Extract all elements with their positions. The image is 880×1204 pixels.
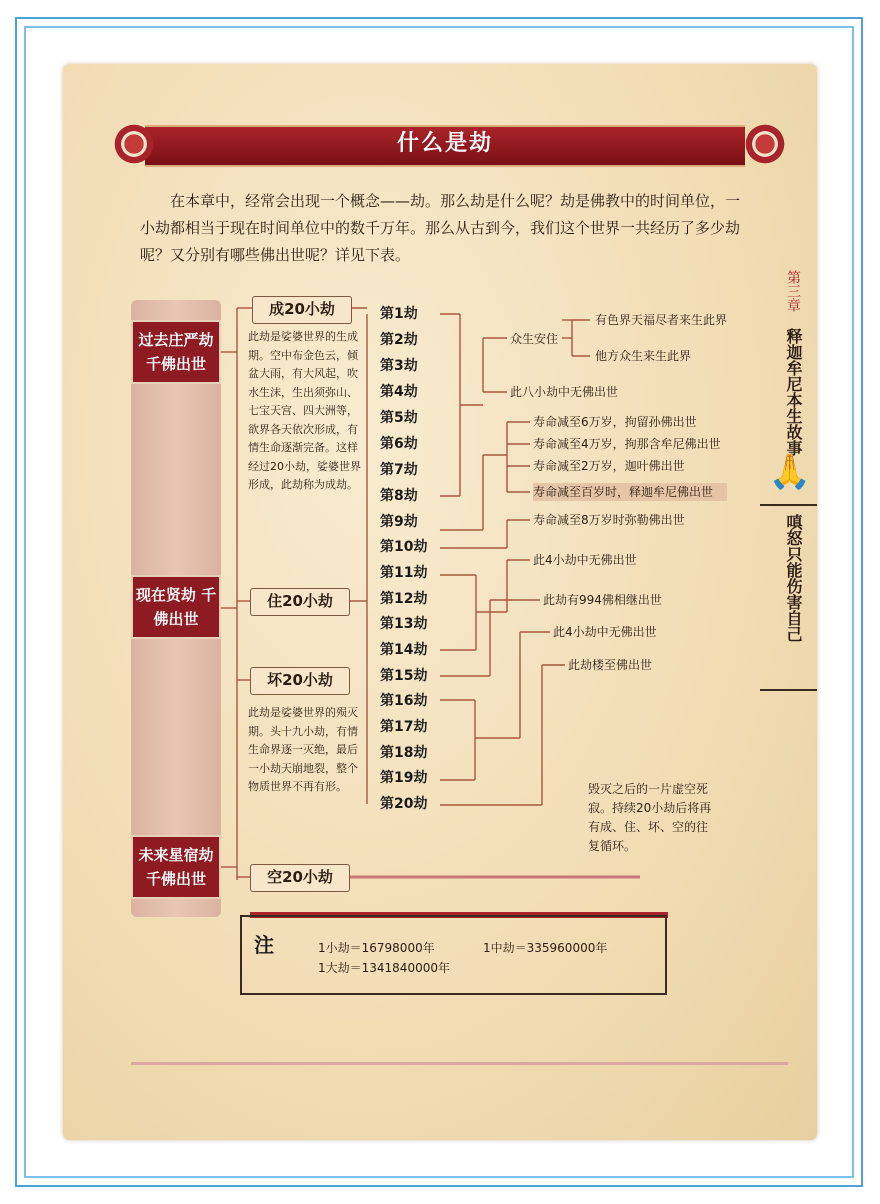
destruction-description: 此劫是娑婆世界的殒灭期。头十九小劫，有情生命界逐一灭绝，最后一小劫天崩地裂，整个物质世界不再有形。 bbox=[248, 706, 358, 793]
era-past-label: 过去庄严劫 千佛出世 bbox=[138, 331, 214, 373]
era-future-label: 未来星宿劫 千佛出世 bbox=[138, 846, 214, 888]
note-11: 此4小劫中无佛出世 bbox=[553, 625, 657, 639]
bottom-rule bbox=[131, 1062, 788, 1065]
kalpa-item: 第10劫 bbox=[380, 539, 428, 555]
kalpa-item: 第14劫 bbox=[380, 642, 428, 658]
stage-abiding: 住20小劫 bbox=[250, 588, 350, 616]
kalpa-item: 第19劫 bbox=[380, 770, 428, 786]
stage-formation: 成20小劫 bbox=[252, 296, 352, 324]
note-4: 寿命减至6万岁，拘留孙佛出世 bbox=[533, 415, 697, 429]
kalpa-item: 第7劫 bbox=[380, 462, 418, 478]
kalpa-item: 第20劫 bbox=[380, 796, 428, 812]
kalpa-item: 第18劫 bbox=[380, 745, 428, 761]
note-7: 寿命减至百岁时，释迦牟尼佛出世 bbox=[533, 483, 727, 501]
kalpa-item: 第13劫 bbox=[380, 616, 428, 632]
void-description: 毁灭之后的一片虚空死寂。持续20小劫后将再有成、住、坏、空的往复循环。 bbox=[588, 782, 712, 853]
stage-void: 空20小劫 bbox=[250, 864, 350, 892]
footnote-great-kalpa: 1大劫＝1341840000年 bbox=[318, 961, 450, 975]
kalpa-item: 第6劫 bbox=[380, 436, 418, 452]
kalpa-item: 第11劫 bbox=[380, 565, 428, 581]
kalpa-item: 第2劫 bbox=[380, 332, 418, 348]
note-2: 他方众生来生此界 bbox=[595, 349, 692, 363]
formation-description: 此劫是娑婆世界的生成期。空中布金色云，倾盆大雨，有大风起，吹水生沫，生出须弥山、七宝天宫、四大洲等，欲界各天依次形成，有情生命逐渐完备。这样经过20小劫，娑婆世界形成，此劫称为成劫。 bbox=[248, 330, 361, 491]
note-8: 寿命减至8万岁时弥勒佛出世 bbox=[533, 513, 685, 527]
kalpa-item: 第5劫 bbox=[380, 410, 418, 426]
section-title: 嗔怒只能伤害自己 bbox=[784, 514, 803, 642]
kalpa-item: 第3劫 bbox=[380, 358, 418, 374]
book-title: 释迦牟尼本生故事 bbox=[784, 328, 803, 456]
note-sentient: 众生安住 bbox=[510, 332, 559, 346]
stage-destruction: 坏20小劫 bbox=[250, 667, 350, 695]
page-title: 什么是劫 bbox=[396, 131, 493, 156]
kalpa-item: 第16劫 bbox=[380, 693, 428, 709]
footnote-small-kalpa: 1小劫＝16798000年 bbox=[318, 941, 435, 955]
note-1: 有色界天福尽者来生此界 bbox=[595, 313, 728, 327]
kalpa-item: 第8劫 bbox=[380, 488, 418, 504]
footnote-medium-kalpa: 1中劫＝335960000年 bbox=[483, 941, 608, 955]
kalpa-item: 第17劫 bbox=[380, 719, 428, 735]
note-10: 此劫有994佛相继出世 bbox=[543, 593, 662, 607]
note-12: 此劫楼至佛出世 bbox=[568, 658, 653, 672]
kalpa-item: 第12劫 bbox=[380, 591, 428, 607]
note-6: 寿命减至2万岁，迦叶佛出世 bbox=[533, 459, 685, 473]
footnote-label: 注 bbox=[254, 933, 274, 957]
note-5: 寿命减至4万岁，拘那含牟尼佛出世 bbox=[533, 437, 721, 451]
kalpa-item: 第1劫 bbox=[380, 306, 418, 322]
note-9: 此4小劫中无佛出世 bbox=[533, 553, 637, 567]
kalpa-item: 第4劫 bbox=[380, 384, 418, 400]
era-present-label: 现在贤劫 千佛出世 bbox=[135, 586, 217, 628]
note-3: 此八小劫中无佛出世 bbox=[510, 385, 619, 399]
intro-text: 在本章中，经常会出现一个概念——劫。那么劫是什么呢？劫是佛教中的时间单位，一小劫都相当于现在时间单位中的数千万年。那么从古到今，我们这个世界一共经历了多少劫呢？又分别有哪些佛出世呢？详见下表。 bbox=[140, 192, 741, 264]
chapter-label: 第三章 bbox=[785, 270, 801, 312]
kalpa-item: 第15劫 bbox=[380, 668, 428, 684]
kalpa-item: 第9劫 bbox=[380, 514, 418, 530]
praying-hands-icon: 🙏 bbox=[768, 452, 812, 492]
